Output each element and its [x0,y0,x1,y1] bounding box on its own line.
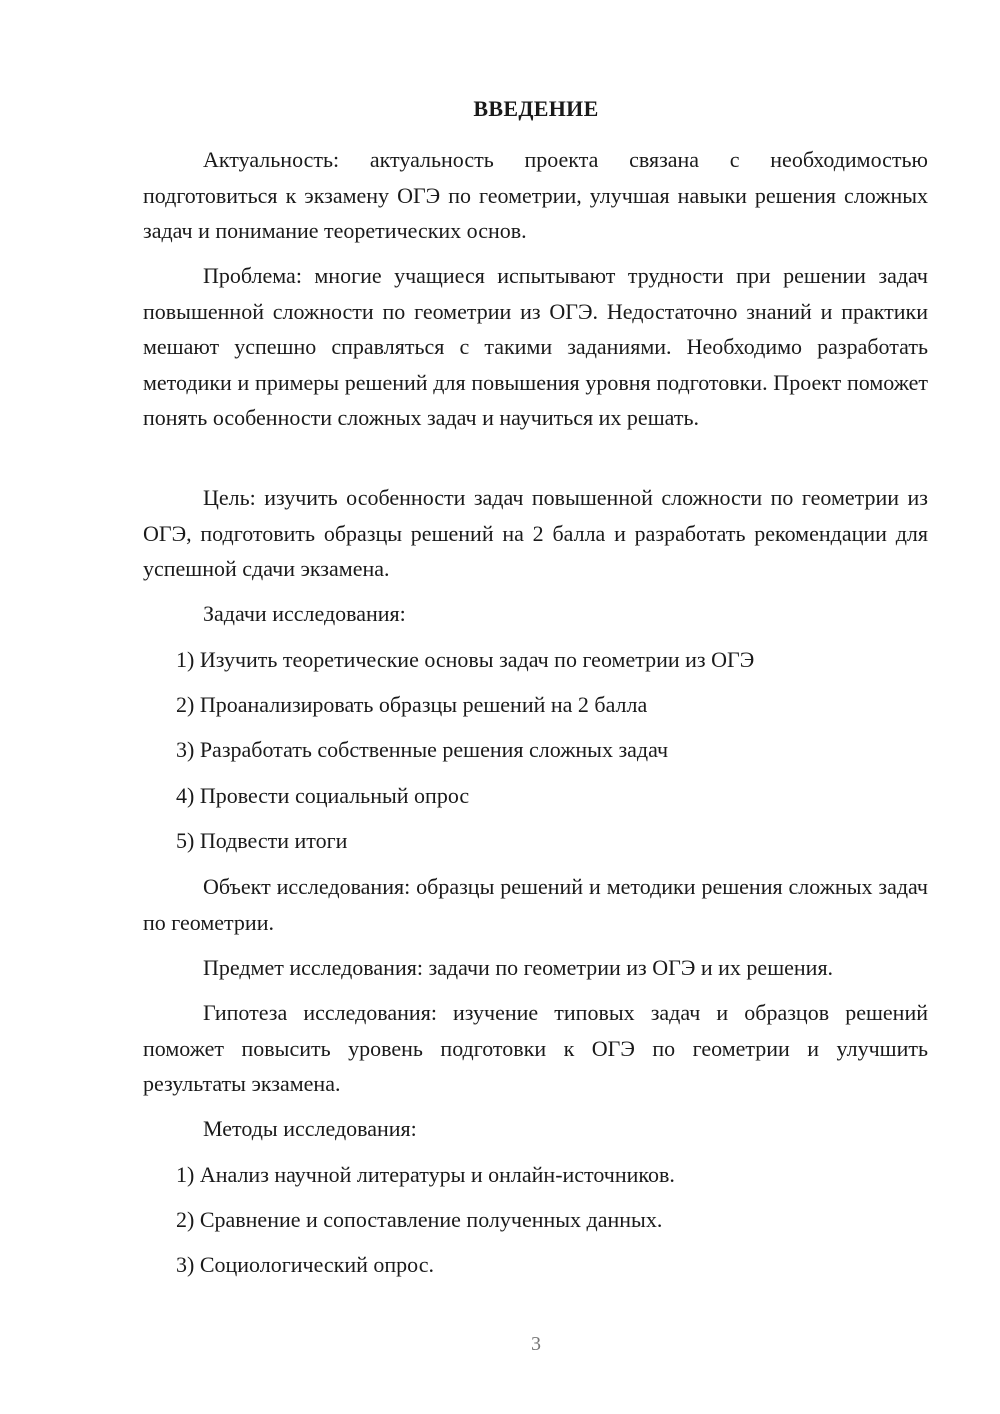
paragraph-subject: Предмет исследования: задачи по геометрии из ОГЭ и их решения. [203,955,834,980]
page-number: 3 [531,1333,541,1355]
task-item-2: 2) Проанализировать образцы решений на 2 балла [176,692,648,717]
methods-heading: Методы исследования: [203,1116,417,1141]
paragraph-object: Объект исследования: образцы решений и методики решения сложных задач по геометрии. [143,874,928,935]
method-item-2: 2) Сравнение и сопоставление полученных данных. [176,1207,663,1232]
paragraph-problem: Проблема: многие учащиеся испытывают трудности при решении задач повышенной сложности по геометрии из ОГЭ. Недостаточно знаний и практики мешают успешно справляться с такими заданиями. Необходимо разработать методики и примеры решений для повышения уровня подготовки. Проект поможет понять особенности сложных задач и научиться их решать. [143,263,928,430]
task-item-1: 1) Изучить теоретические основы задач по геометрии из ОГЭ [176,647,755,672]
task-item-5: 5) Подвести итоги [176,828,348,853]
page-title: ВВЕДЕНИЕ [473,96,599,121]
paragraph-goal: Цель: изучить особенности задач повышенной сложности по геометрии из ОГЭ, подготовить образцы решений на 2 балла и разработать рекомендации для успешной сдачи экзамена. [143,485,928,581]
method-item-3: 3) Социологический опрос. [176,1252,434,1277]
tasks-heading: Задачи исследования: [203,601,406,626]
paragraph-relevance: Актуальность: актуальность проекта связана с необходимостью подготовиться к экзамену ОГЭ по геометрии, улучшая навыки решения сложных задач и понимание теоретических основ. [143,147,928,243]
task-item-4: 4) Провести социальный опрос [176,783,470,808]
method-item-1: 1) Анализ научной литературы и онлайн-источников. [176,1162,675,1187]
task-item-3: 3) Разработать собственные решения сложных задач [176,737,669,762]
paragraph-hypothesis: Гипотеза исследования: изучение типовых задач и образцов решений поможет повысить уровень подготовки к ОГЭ по геометрии и улучшить результаты экзамена. [143,1000,928,1096]
